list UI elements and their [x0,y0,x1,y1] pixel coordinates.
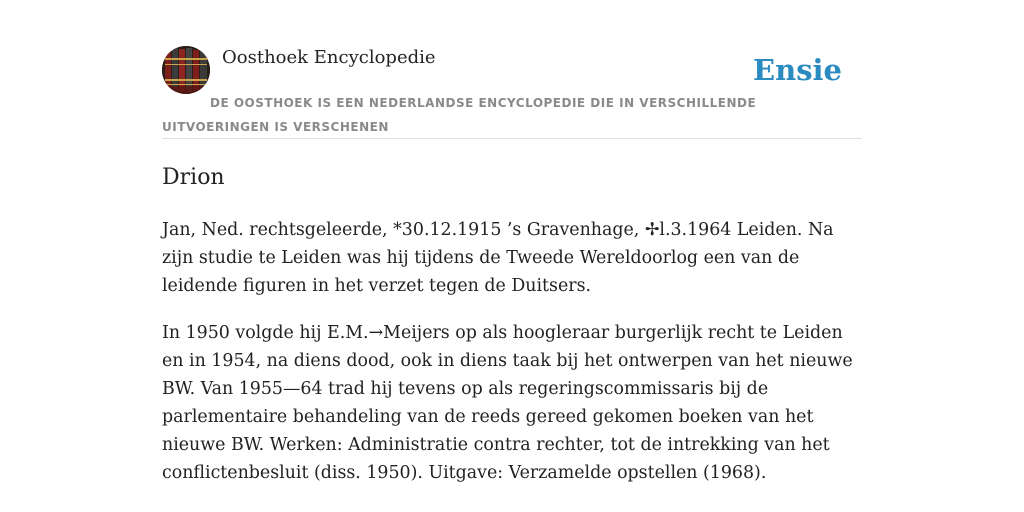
header-divider [162,138,862,139]
site-tagline: DE OOSTHOEK IS EEN NEDERLANDSE ENCYCLOPEDIE DIE IN VERSCHILLENDE UITVOERINGEN IS VERSCHENEN [162,96,757,134]
article-paragraph: In 1950 volgde hij E.M.→Meijers op als hoogleraar burgerlijk recht te Leiden en in 1954, na diens dood, ook in diens taak bij het ontwerpen van het nieuwe BW. Van 1955—64 trad hij tevens op als regeringscommissaris bij de parlementaire behandeling van de reeds gereed gekomen boeken van het nieuwe BW. Werken: Administratie contra rechter, tot de intrekking van het conflictenbesluit (diss. 1950). Uitgave: Verzamelde opstellen (1968). [162,323,853,483]
encyclopedia-books-icon[interactable] [162,46,210,94]
article-paragraph: Jan, Ned. rechtsgeleerde, *30.12.1915 ’s Gravenhage, ✢l.3.1964 Leiden. Na zijn studie te Leiden was hij tijdens de Tweede Wereldoorlog een van de leidende figuren in het verzet tegen de Duitsers. [162,220,834,296]
article-title: Drion [162,165,225,190]
site-name[interactable]: Oosthoek Encyclopedie [222,47,436,68]
brand-logo[interactable]: Ensie [753,53,842,87]
